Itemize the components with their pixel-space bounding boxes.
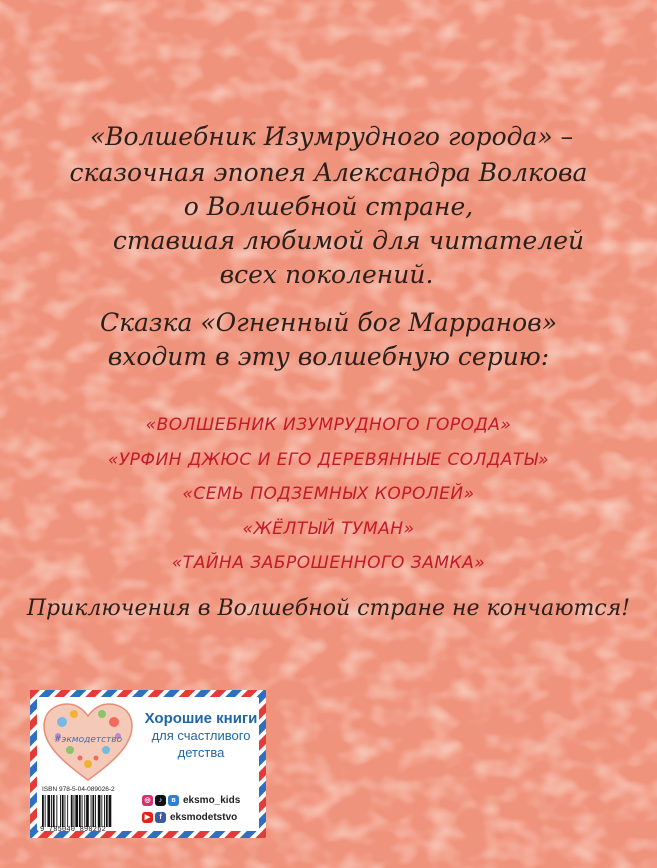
barcode-bar [53, 795, 55, 827]
barcode-bar [104, 795, 105, 827]
slogan-title: Хорошие книги [144, 710, 258, 727]
series-intro-line-2: входит в эту волшебную серию: [107, 342, 550, 371]
series-title-1: «ВОЛШЕБНИК ИЗУМРУДНОГО ГОРОДА» [145, 415, 512, 435]
barcode-bar [92, 795, 94, 827]
tiktok-icon: ♪ [155, 795, 166, 806]
series-title-4: «ЖЁЛТЫЙ ТУМАН» [242, 518, 415, 539]
slogan [140, 710, 262, 761]
barcode-bar [47, 795, 50, 827]
intro-block [0, 120, 657, 374]
barcode-bar [60, 795, 61, 827]
closing-line: Приключения в Волшебной стране не кончаются! [26, 596, 631, 621]
social-handle-2[interactable]: eksmodetstvo [170, 812, 238, 823]
barcode-bar [106, 795, 108, 827]
barcode-bar [56, 795, 57, 827]
social-row-1 [142, 795, 262, 809]
heart-logo-icon [40, 700, 136, 784]
barcode-bar [67, 795, 68, 827]
intro-line-4: ставшая любимой для читателей [112, 226, 585, 255]
barcode-bar [71, 795, 73, 827]
barcode-bar [45, 795, 46, 827]
barcode-bar [51, 795, 52, 827]
barcode-bar [65, 795, 66, 827]
instagram-icon: ◎ [142, 795, 153, 806]
barcode-bar [98, 795, 101, 827]
barcode-bar [42, 795, 44, 827]
barcode-bar [95, 795, 96, 827]
series-title-3: «СЕМЬ ПОДЗЕМНЫХ КОРОЛЕЙ» [182, 484, 475, 504]
isbn-text: ISBN 978-5-04-089026-2 [42, 786, 115, 793]
barcode-digits: 9 785040 890262 [40, 826, 107, 834]
social-row-2 [142, 812, 262, 826]
youtube-icon: ▶ [142, 812, 153, 823]
barcode-bar [91, 795, 92, 827]
barcode-bar [84, 795, 85, 827]
intro-line-1: «Волшебник Изумрудного города» – [89, 122, 574, 151]
intro-line-3: о Волшебной стране, [183, 192, 474, 221]
barcode-bar [109, 795, 112, 827]
barcode-bar [82, 795, 83, 827]
barcode-bar [101, 795, 102, 827]
heart-hashtag: #экмодетство [53, 735, 123, 745]
slogan-subtitle: для счастливого детства [151, 728, 251, 760]
series-list [0, 408, 657, 581]
barcode-bar [74, 795, 75, 827]
series-title-5: «ТАЙНА ЗАБРОШЕННОГО ЗАМКА» [171, 553, 486, 573]
barcode-bar [62, 795, 64, 827]
social-handle-1[interactable]: eksmo_kids [183, 795, 241, 806]
barcode-bar [75, 795, 78, 827]
facebook-icon: f [155, 812, 166, 823]
series-intro-line-1: Сказка «Огненный бог Марранов» [99, 308, 558, 337]
intro-line-2: сказочная эпопея Александра Волкова [69, 158, 588, 187]
barcode-bar [79, 795, 81, 827]
series-title-2: «УРФИН ДЖЮС И ЕГО ДЕРЕВЯННЫЕ СОЛДАТЫ» [107, 449, 550, 470]
intro-line-5: всех поколений. [219, 260, 434, 289]
barcode [40, 795, 136, 827]
vk-icon: в [168, 795, 179, 806]
barcode-bar [86, 795, 89, 827]
